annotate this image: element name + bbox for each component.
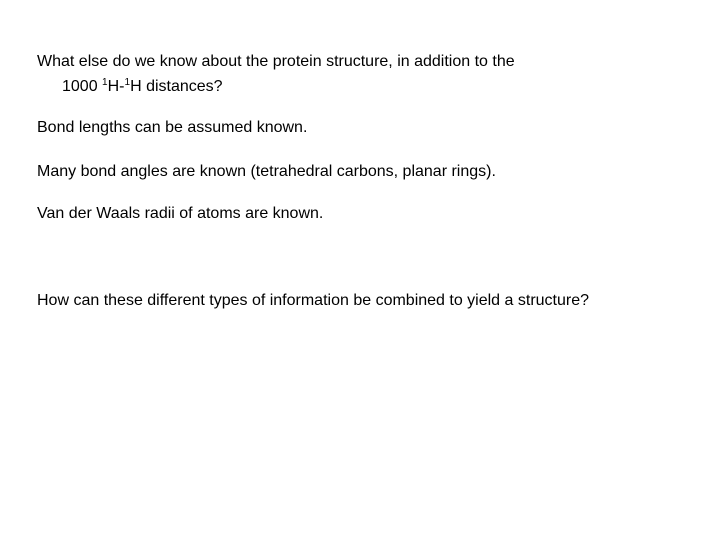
bond-angles-point: Many bond angles are known (tetrahedral carbons, planar rings). — [37, 163, 496, 180]
hydrogen-label-2: H distances? — [130, 78, 223, 95]
isotope-superscript-2: 1 — [124, 77, 131, 88]
hydrogen-label-1: H- — [107, 78, 125, 95]
closing-question: How can these different types of information be combined to yield a structure? — [37, 292, 590, 309]
bond-lengths-point: Bond lengths can be assumed known. — [37, 119, 308, 136]
distance-count: 1000 — [62, 78, 103, 95]
isotope-superscript-1: 1 — [102, 77, 108, 88]
question-line-2 — [62, 77, 223, 97]
question-line-1: What else do we know about the protein structure, in addition to the — [37, 53, 515, 70]
vdw-radii-point: Van der Waals radii of atoms are known. — [37, 205, 324, 222]
